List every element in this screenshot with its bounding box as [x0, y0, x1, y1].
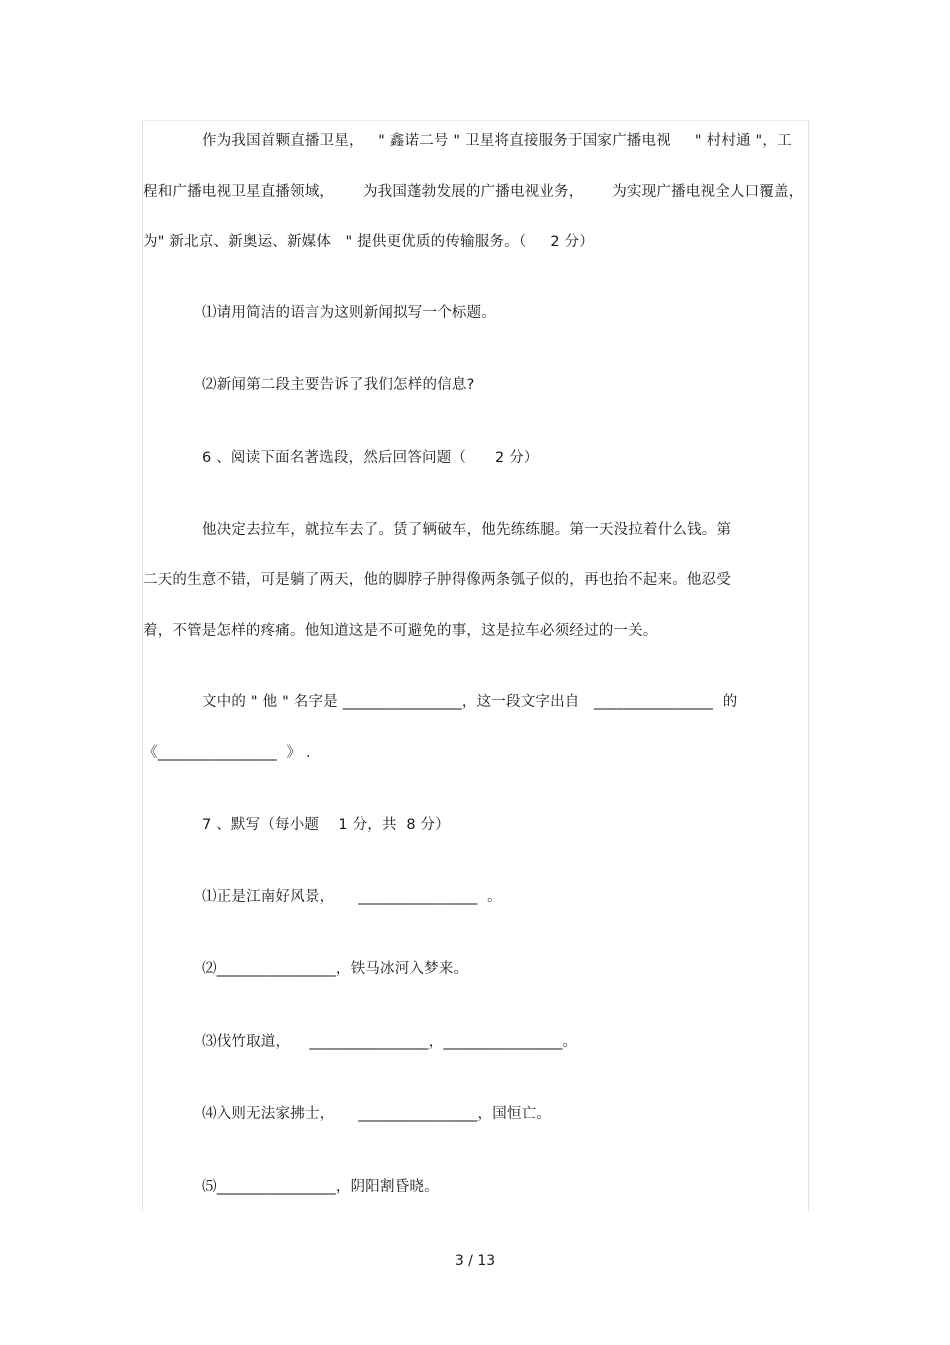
- question-6-heading: 6 、阅读下面名著选段，然后回答问题（ 2 分）: [202, 450, 539, 466]
- question-5-sub-1: ⑴请用简洁的语言为这则新闻拟写一个标题。: [202, 305, 496, 321]
- excerpt-line-2: 二天的生意不错，可是躺了两天，他的脚脖子肿得像两条瓠子似的，再也抬不起来。他忍受: [143, 572, 731, 588]
- dictation-item-1: ⑴正是江南好风景， ________________ 。: [202, 889, 502, 905]
- question-5-sub-2: ⑵新闻第二段主要告诉了我们怎样的信息?: [202, 377, 475, 393]
- page-number: 3 / 13: [454, 1253, 496, 1269]
- question-6-fill-line-2: 《________________ 》 .: [143, 745, 311, 761]
- dictation-item-5: ⑸________________，阴阳割昏晓。: [202, 1179, 439, 1195]
- excerpt-line-1: 他决定去拉车，就拉车去了。赁了辆破车，他先练练腿。第一天没拉着什么钱。第: [202, 522, 732, 538]
- dictation-item-4: ⑷入则无法家拂士， ________________，国恒亡。: [202, 1106, 552, 1122]
- dictation-item-3: ⑶伐竹取道， ________________，________________。: [202, 1034, 578, 1050]
- news-paragraph-line-2: 程和广播电视卫星直播领域， 为我国蓬勃发展的广播电视业务， 为实现广播电视全人口覆盖，: [143, 184, 804, 200]
- news-paragraph-line-1: 作为我国首颗直播卫星， " 鑫诺二号 " 卫星将直接服务于国家广播电视 " 村村通 "，工: [202, 133, 792, 149]
- question-7-heading: 7 、默写（每小题 1 分，共 8 分）: [202, 817, 450, 833]
- news-paragraph-line-3: 为" 新北京、新奥运、新媒体 " 提供更优质的传输服务。（ 2 分）: [143, 234, 595, 250]
- dictation-item-2: ⑵________________，铁马冰河入梦来。: [202, 961, 469, 977]
- excerpt-line-3: 着，不管是怎样的疼痛。他知道这是不可避免的事，这是拉车必须经过的一关。: [143, 623, 658, 639]
- question-6-fill-line-1: 文中的 " 他 " 名字是 ________________，这一段文字出自 ________________ 的: [202, 694, 738, 710]
